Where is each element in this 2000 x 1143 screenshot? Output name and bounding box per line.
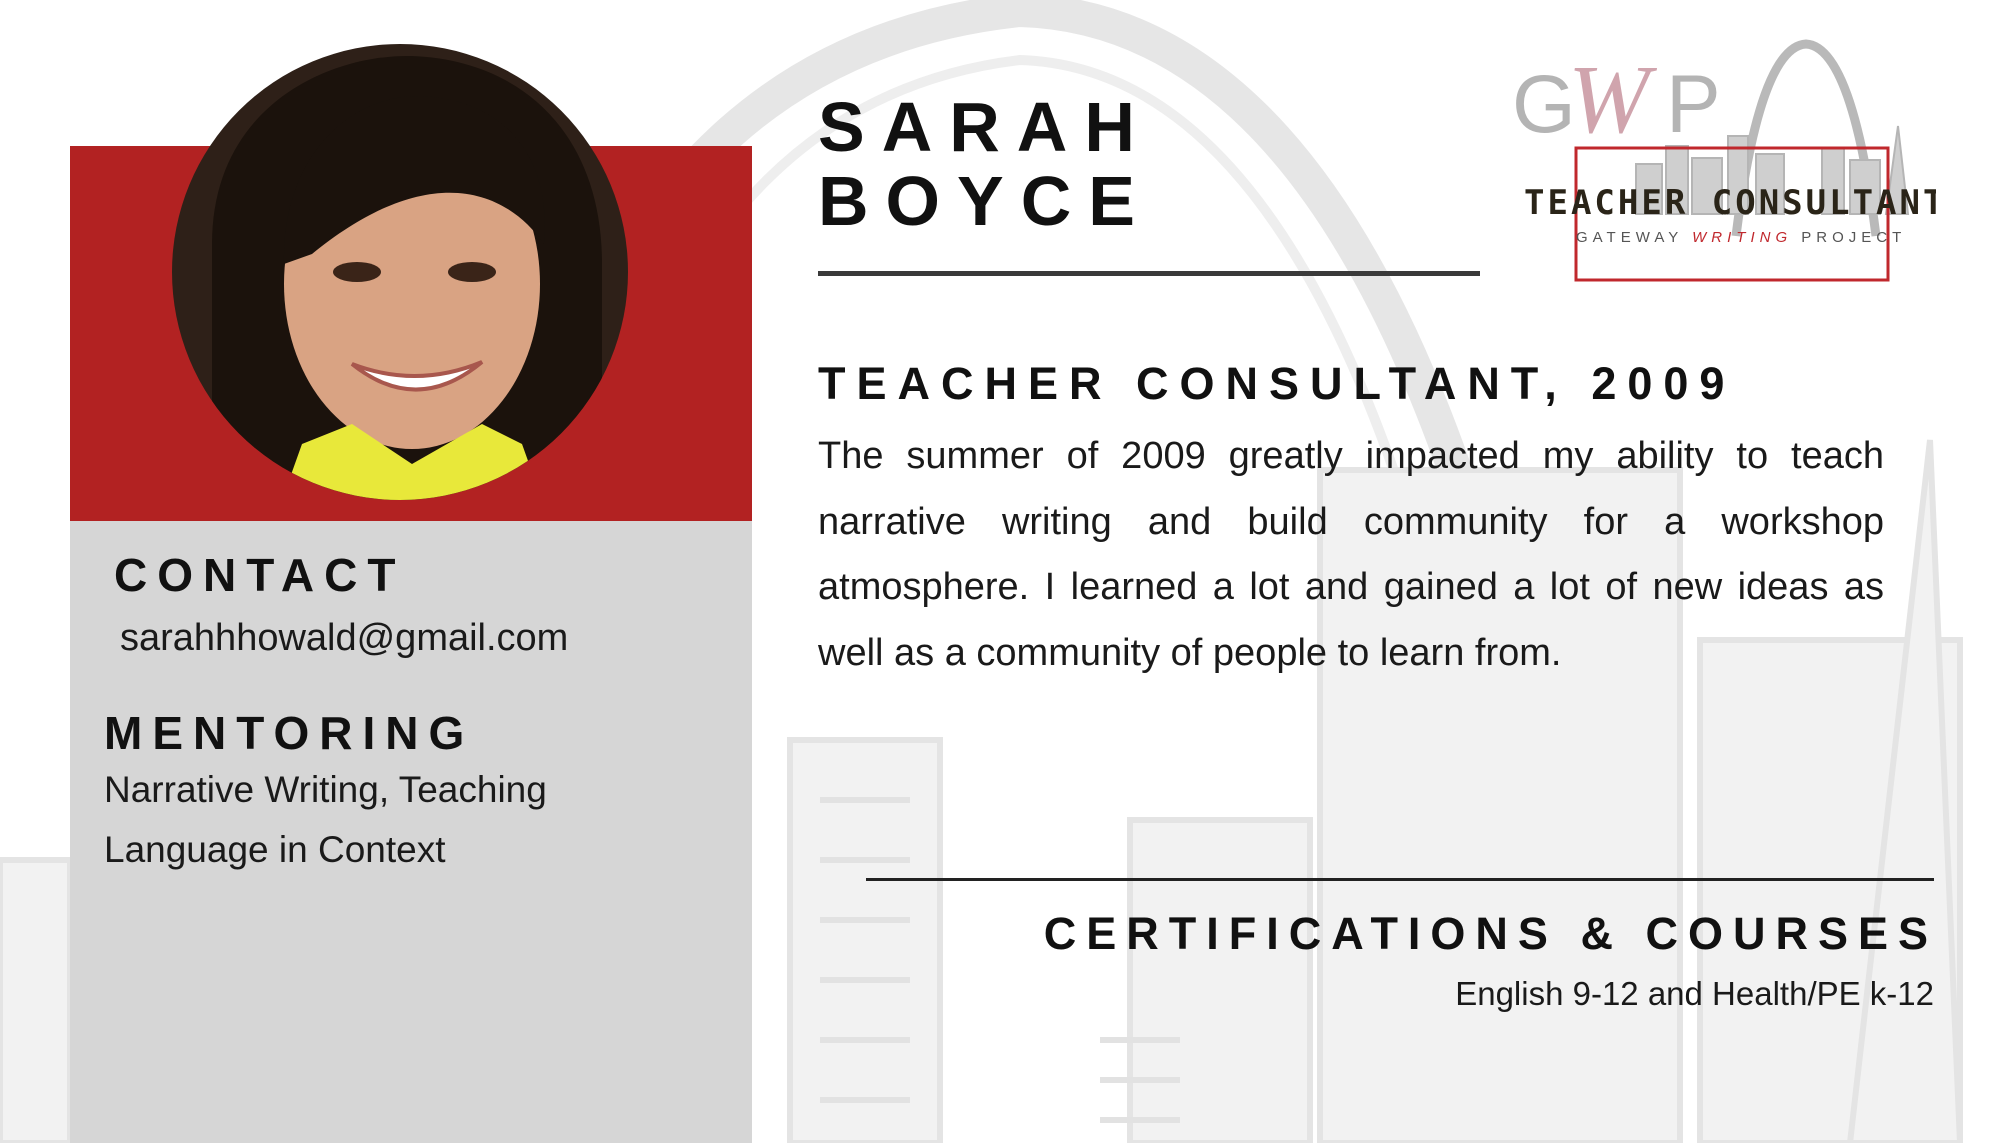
last-name: BOYCE: [818, 162, 1152, 240]
portrait-photo: [172, 44, 628, 500]
person-name: [818, 90, 1152, 238]
logo-sub-text: GATEWAY WRITING PROJECT: [1576, 229, 1907, 246]
first-name: SARAH: [818, 88, 1152, 166]
certifications-divider: [866, 878, 1934, 881]
certifications-text: English 9-12 and Health/PE k-12: [1455, 975, 1934, 1012]
mentoring-line-1: Narrative Writing, Teaching: [104, 769, 547, 810]
logo-main-text: TEACHER CONSULTANT: [1524, 183, 1936, 223]
certifications-heading: CERTIFICATIONS & COURSES: [1043, 908, 1938, 959]
contact-heading: CONTACT: [114, 549, 406, 601]
logo-letter-g: G: [1512, 59, 1576, 150]
gwp-logo: [1506, 36, 1936, 292]
consultant-paragraph: The summer of 2009 greatly impacted my ability to teach narrative writing and build community for a workshop atmosphere. I learned a lot and gained a lot of new ideas as well as a community of people to learn from.: [818, 435, 1884, 674]
name-divider: [818, 271, 1480, 276]
consultant-title: TEACHER CONSULTANT, 2009: [818, 358, 1736, 409]
contact-email[interactable]: sarahhhowald@gmail.com: [120, 617, 569, 659]
logo-letter-p: P: [1666, 59, 1721, 150]
mentoring-line-2: Language in Context: [104, 829, 446, 870]
logo-letter-w: W: [1568, 46, 1650, 154]
mentoring-heading: MENTORING: [104, 707, 475, 759]
